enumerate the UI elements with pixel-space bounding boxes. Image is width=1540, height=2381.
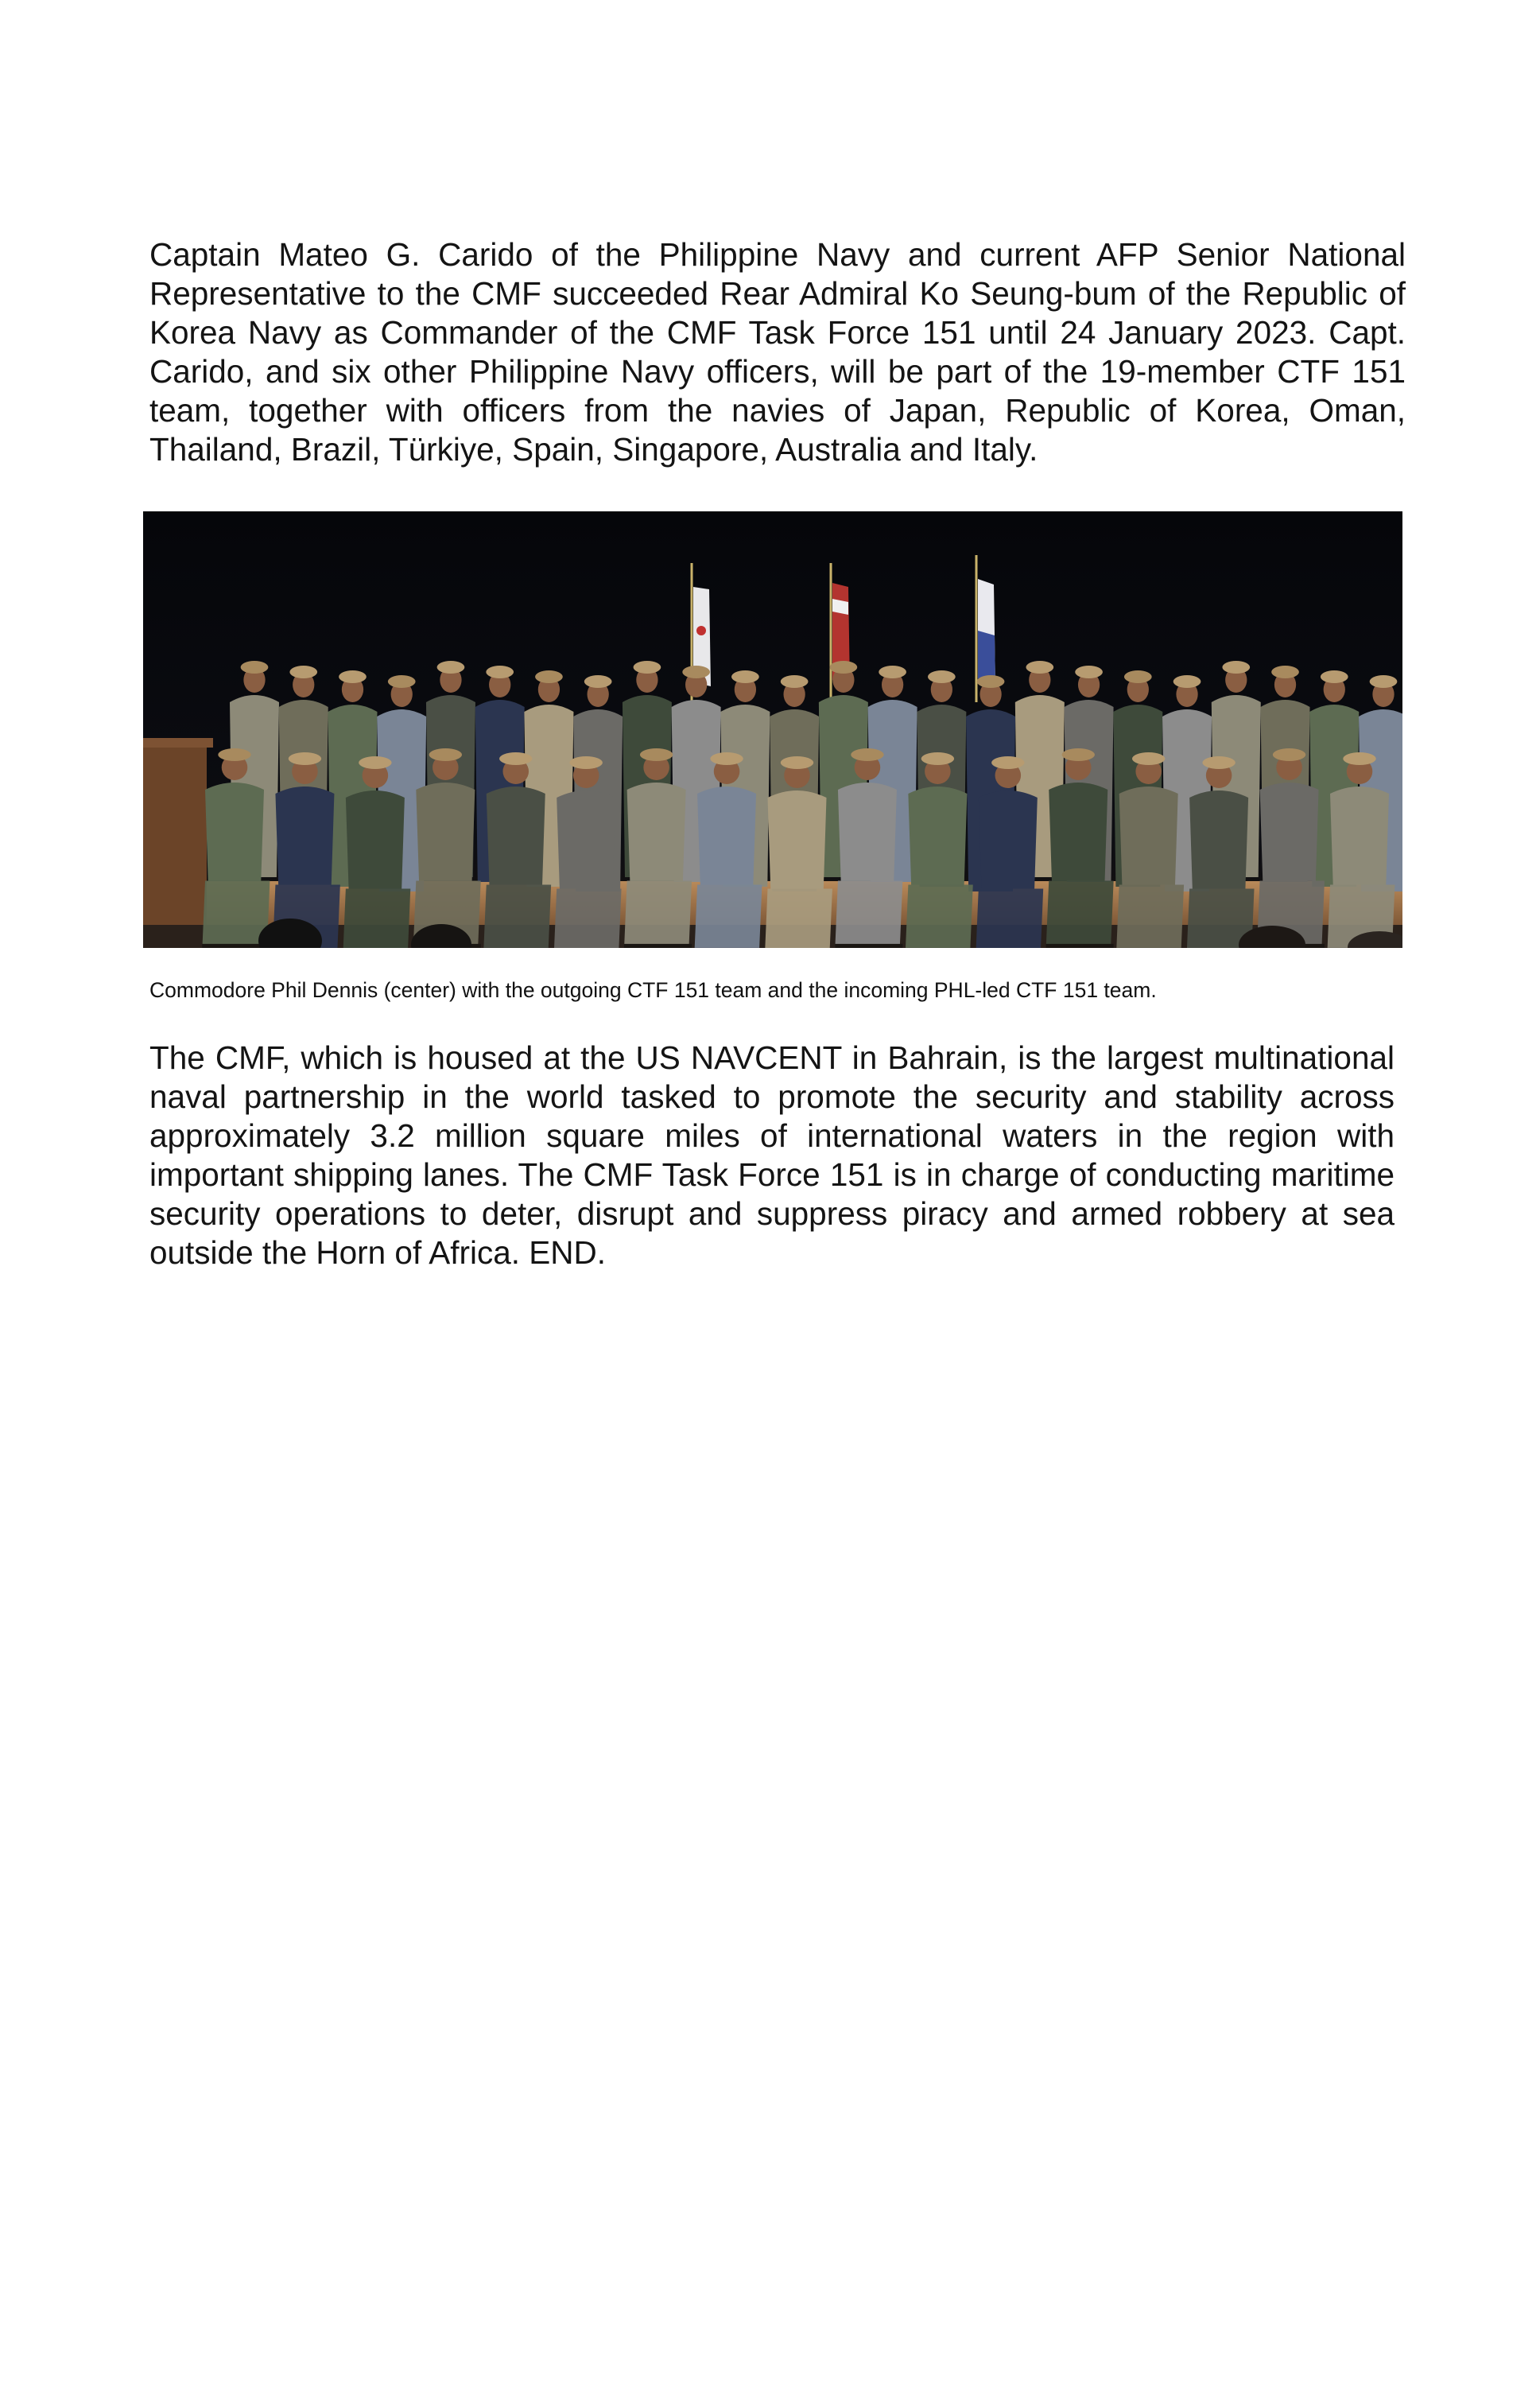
group-photo-illustration — [143, 511, 1402, 948]
photo-caption: Commodore Phil Dennis (center) with the outgoing CTF 151 team and the incoming PHL-led CTF 151 team. — [149, 978, 1157, 1002]
closing-paragraph: The CMF, which is housed at the US NAVCENT in Bahrain, is the largest multinational naval partnership in the world tasked to promote the security and stability across approximately 3.2 million square miles of international waters in the region with important shipping lanes. The CMF Task Force 151 is in charge of conducting maritime security operations to deter, disrupt and suppress piracy and armed robbery at sea outside the Horn of Africa. END. — [149, 1039, 1395, 1271]
intro-paragraph: Captain Mateo G. Carido of the Philippine Navy and current AFP Senior National Representative to the CMF succeeded Rear Admiral Ko Seung-bum of the Republic of Korea Navy as Commander of the CMF Task Force 151 until 24 January 2023. Capt. Carido, and six other Philippine Navy officers, will be part of the 19-member CTF 151 team, together with officers from the navies of Japan, Republic of Korea, Oman, Thailand, Brazil, Türkiye, Spain, Singapore, Australia and Italy. — [149, 236, 1406, 468]
group-photo — [143, 511, 1402, 948]
